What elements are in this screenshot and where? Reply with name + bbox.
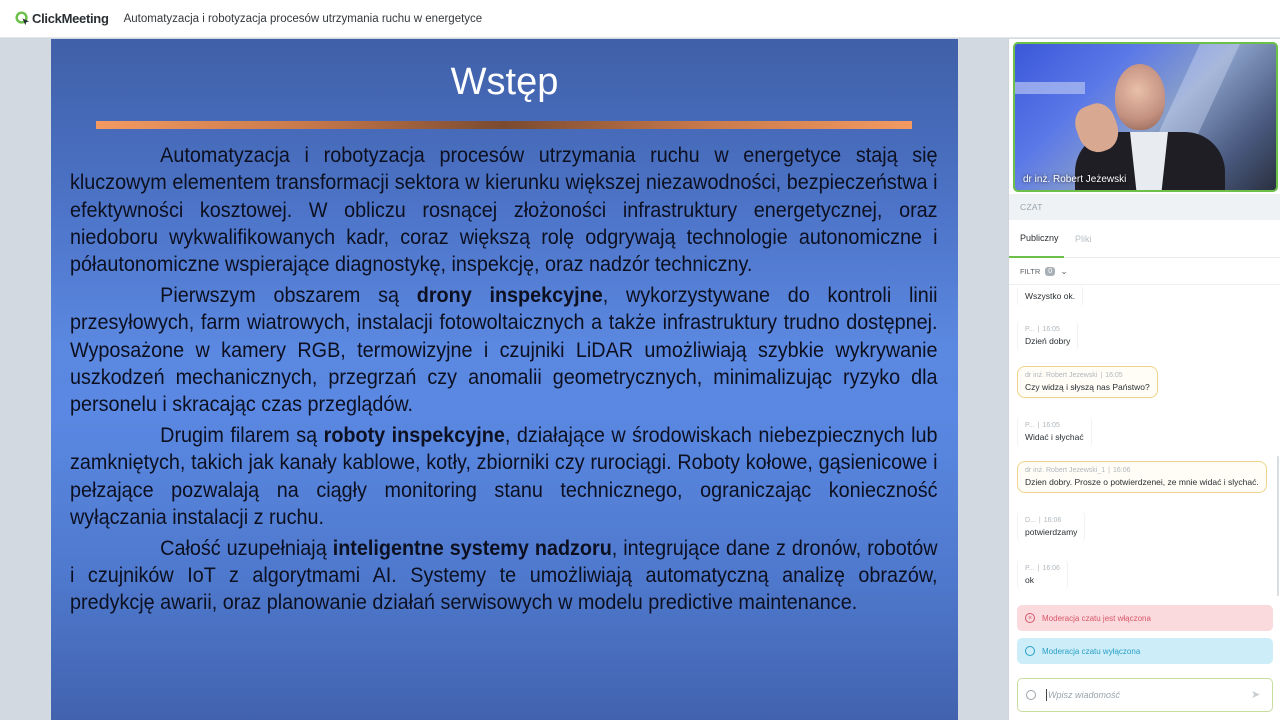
chat-message <box>1017 321 1078 351</box>
moderation-disabled-alert <box>1017 638 1273 664</box>
message-time: 16:06 <box>1112 467 1131 474</box>
alert-text: Moderacja czatu jest włączona <box>1042 613 1151 623</box>
video-background <box>1015 82 1085 94</box>
x-circle-icon: × <box>1025 613 1035 623</box>
top-bar <box>0 0 1280 38</box>
clickmeeting-logo[interactable] <box>15 11 109 26</box>
message-time: 16:06 <box>1043 517 1062 524</box>
message-time: 16:05 <box>1042 326 1060 333</box>
chat-message-list[interactable] <box>1009 286 1280 604</box>
presenter-figure <box>1130 132 1168 192</box>
message-time: 16:05 <box>1105 372 1123 379</box>
paragraph-text: Drugim filarem są <box>160 422 324 447</box>
paragraph-text: , wykorzystywane do kontroli linii przesyłowych, farm wiatrowych, instalacji fotowoltaicznych a także infrastruktury trudno dostępnej. Wyposażone w kamery RGB, termowizyjne i czujniki LiDAR umożliwiają szybkie wykrywanie uszkodzeń mechanicznych, przegrzań czy anomalii geometrycznych, minimalizując ryzyko dla personelu i skracając czas przeglądów. <box>70 282 938 417</box>
chat-header: CZAT <box>1009 194 1280 220</box>
chat-message <box>1017 417 1092 447</box>
chat-message-input[interactable] <box>1048 690 1208 700</box>
presenter-video[interactable] <box>1013 42 1278 192</box>
message-author: P... <box>1025 422 1035 429</box>
clickmeeting-logo-icon <box>15 11 30 26</box>
logo-text: ClickMeeting <box>32 11 109 26</box>
text-caret <box>1046 689 1047 701</box>
message-text: Dzien dobry. Prosze o potwierdzenei, ze mnie widać i slychać. <box>1025 477 1259 487</box>
presentation-stage <box>0 39 1008 720</box>
chat-message <box>1017 560 1068 590</box>
tab-public[interactable]: Publiczny <box>1009 220 1064 258</box>
slide-paragraph-robots <box>70 422 938 531</box>
paragraph-bold-term: drony inspekcyjne <box>416 282 603 307</box>
message-meta: D... | 16:06 <box>1025 517 1062 524</box>
meeting-title: Automatyzacja i robotyzacja procesów utrzymania ruchu w energetyce <box>123 12 483 25</box>
paragraph-text: Automatyzacja i robotyzacja procesów utrzymania ruchu w energetyce stają się kluczowym elementem transformacji sektora w kierunku większej niezawodności, bezpieczeństwa i efektywności kosztowej. W obliczu rosnącej złożoności infrastruktury energetycznej, oraz niedoboru wykwalifikowanych kadr, coraz większą rolę odgrywają technologie autonomiczne i półautonomiczne wspierające diagnostykę, inspekcję, oraz nadzór techniczny. <box>70 143 938 277</box>
send-icon[interactable]: ➤ <box>1251 689 1261 701</box>
paragraph-bold-term: roboty inspekcyjne <box>323 422 505 447</box>
slide-body <box>70 142 938 620</box>
message-author: dr inż. Robert Jezewski <box>1025 372 1098 379</box>
slide-paragraph-systems <box>70 535 938 617</box>
message-time: 16:05 <box>1042 422 1060 429</box>
message-author: dr inż. Robert Jezewski_1 <box>1025 467 1106 474</box>
message-time: 16:06 <box>1042 565 1060 572</box>
paragraph-bold-term: inteligentne systemy nadzoru <box>332 535 612 560</box>
presenter-name-label: dr inż. Robert Jeżewski <box>1023 174 1127 185</box>
chat-message <box>1017 512 1085 542</box>
message-meta: dr inż. Robert Jezewski_1 | 16:06 <box>1025 467 1131 474</box>
chevron-down-icon[interactable]: ⌄ <box>1060 266 1068 276</box>
message-meta: P... | 16:06 <box>1025 565 1060 572</box>
message-author: P... <box>1025 565 1035 572</box>
paragraph-text: Pierwszym obszarem są <box>160 282 417 307</box>
moderation-enabled-alert <box>1017 605 1273 631</box>
message-author: P... <box>1025 326 1035 333</box>
right-panel <box>1008 39 1280 720</box>
message-meta: P... | 16:05 <box>1025 422 1060 429</box>
filter-count-badge: 0 <box>1045 267 1055 276</box>
message-meta: P... | 16:05 <box>1025 326 1060 333</box>
presenter-figure <box>1115 64 1165 130</box>
message-text: Czy widzą i słyszą nas Państwo? <box>1025 382 1150 392</box>
paragraph-text: , integrujące dane z dronów, robotów i czujników IoT z algorytmami AI. Systemy te umożliwiają automatyczną analizę obrazów, predykcję awarii, oraz planowanie działań serwisowych w modelu predictive maintenance. <box>70 535 938 615</box>
slide-paragraph-drones <box>70 282 938 418</box>
smiley-icon[interactable] <box>1026 690 1036 700</box>
message-text: Dzień dobry <box>1025 336 1071 346</box>
chat-composer <box>1017 678 1273 712</box>
slide-title: Wstęp <box>450 61 559 103</box>
message-text: potwierdzamy <box>1025 527 1078 537</box>
alert-text: Moderacja czatu wyłączona <box>1042 646 1141 656</box>
chat-scrollbar[interactable] <box>1277 456 1279 596</box>
chat-message-host <box>1017 366 1158 398</box>
paragraph-text: , działające w środowiskach niebezpiecznych lub zamkniętych, takich jak kanały kablowe, kotły, zbiorniki czy rurociągi. Roboty kołowe, gąsienicowe i pełzające pozwalają na ciągły monitoring stanu technicznego, ograniczając konieczność wyłączania instalacji z ruchu. <box>70 422 938 529</box>
chat-filter[interactable] <box>1009 259 1280 285</box>
speech-bubble-icon <box>1025 646 1035 656</box>
presentation-slide <box>51 39 958 720</box>
message-text: Wszystko ok. <box>1025 291 1076 301</box>
tab-files[interactable]: Pliki <box>1075 234 1092 244</box>
chat-message <box>1017 286 1083 306</box>
message-author: D... <box>1025 517 1036 524</box>
chat-message-host <box>1017 461 1267 493</box>
slide-title-divider <box>96 121 912 129</box>
filter-label: FILTR <box>1020 267 1041 276</box>
message-meta: dr inż. Robert Jezewski | 16:05 <box>1025 372 1123 379</box>
chat-tabs <box>1009 220 1280 258</box>
paragraph-text: Całość uzupełniają <box>160 535 333 560</box>
slide-paragraph-intro <box>70 142 938 278</box>
message-text: Widać i słychać <box>1025 432 1084 442</box>
message-text: ok <box>1025 575 1034 585</box>
